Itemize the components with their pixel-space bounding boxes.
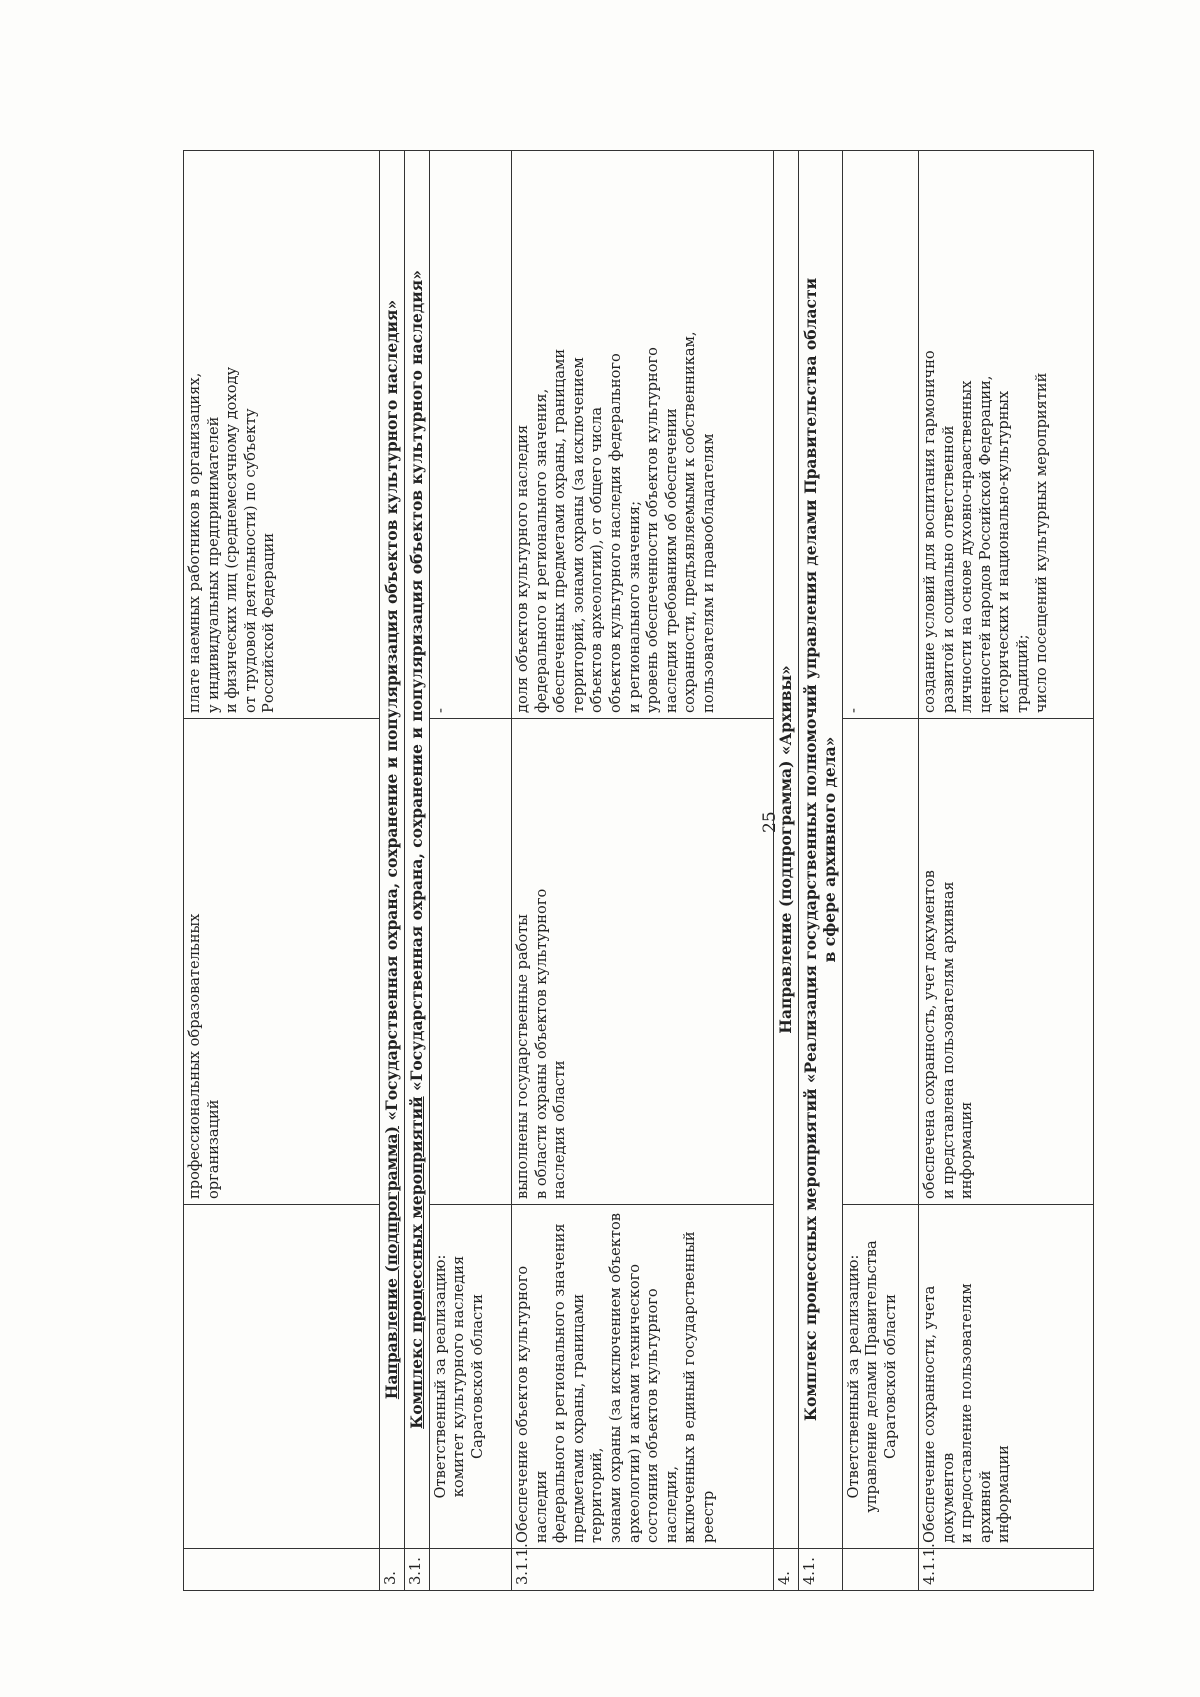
heading-line: Комплекс процессных мероприятий «Реализация государственных полномочий управления делами Правительства области: [801, 277, 820, 1422]
indicator-line: личности на основе духовно-нравственных: [958, 380, 976, 713]
responsible-line: Ответственный за реализацию:: [845, 1254, 862, 1499]
table-row-complex-3-1: [405, 151, 430, 1591]
page-number: 25: [760, 811, 780, 833]
result-cell: [843, 719, 919, 1205]
result-cell: [512, 719, 774, 1205]
indicator-line: территорий, зонами охраны (за исключением: [569, 357, 587, 713]
direction-heading: Направление (подпрограмма) «Архивы»: [774, 151, 799, 1549]
result-line: выполнены государственные работы: [514, 914, 531, 1199]
indicator-line: и регионального значения;: [625, 501, 643, 713]
task-cell: [184, 1205, 380, 1549]
table-row-3-1-1: [512, 151, 774, 1591]
responsible-line: Саратовской области: [468, 1294, 486, 1459]
result-line: обеспечена сохранность, учет документов: [921, 870, 938, 1199]
rotated-table-container: [183, 151, 1113, 1591]
indicator-line: развитой и социально ответственной: [939, 425, 957, 713]
responsible-cell: [843, 1205, 919, 1549]
responsible-line: управление делами Правительства: [863, 1240, 881, 1513]
heading-line: в сфере архивного дела»: [820, 736, 839, 963]
task-line: информации: [995, 1445, 1013, 1543]
result-cell: [430, 719, 512, 1205]
heading-rest: «Государственная охрана, сохранение и популяризация объектов культурного наследия»: [407, 270, 426, 1097]
task-line: Обеспечение объектов культурного наследия: [514, 1265, 550, 1543]
indicator-line: доля объектов культурного наследия: [514, 424, 531, 713]
heading-underlined: Комплекс процессных мероприятий: [407, 1096, 426, 1429]
task-cell: [919, 1205, 1094, 1549]
number-cell: 4.: [774, 1549, 799, 1591]
number-cell: 4.1.: [799, 1549, 843, 1591]
responsible-cell: [430, 1205, 512, 1549]
number-cell: [843, 1549, 919, 1591]
number-cell: [430, 1549, 512, 1591]
task-line: и предоставление пользователям архивной: [958, 1283, 994, 1543]
result-line: информация: [958, 1101, 976, 1199]
result-cell: [184, 719, 380, 1205]
indicator-line: обеспеченных предметами охраны, границами: [551, 348, 569, 713]
result-line: в области охраны объектов культурного: [532, 888, 550, 1199]
number-cell: 4.1.1.: [919, 1549, 1094, 1591]
indicator-line: Российской Федерации: [260, 532, 278, 713]
table-row-continuation: [184, 151, 380, 1591]
indicator-line: ценностей народов Российской Федерации,: [976, 375, 994, 713]
indicator-cell: -: [843, 151, 919, 719]
result-line: и представлена пользователям архивная: [939, 881, 957, 1199]
number-cell: 3.1.1.: [512, 1549, 774, 1591]
task-line: реестр: [699, 1490, 717, 1543]
result-cell: [919, 719, 1094, 1205]
table-row-responsible-4-1: [843, 151, 919, 1591]
task-line: предметами охраны, границами территорий,: [569, 1293, 606, 1543]
task-line: Обеспечение сохранности, учета документов: [921, 1285, 957, 1543]
heading-underlined: Направление (подпрограмма): [382, 1126, 401, 1400]
table-row-direction-4: [774, 151, 799, 1591]
indicator-line: пользователям и правообладателям: [699, 433, 717, 713]
indicator-line: плате наемных работников в организациях,: [186, 372, 203, 713]
number-cell: 3.1.: [405, 1549, 430, 1591]
indicator-cell: [919, 151, 1094, 719]
indicator-line: число посещений культурных мероприятий: [1032, 372, 1050, 713]
indicator-cell: [512, 151, 774, 719]
indicator-line: традиций;: [1013, 634, 1031, 713]
indicator-line: создание условий для воспитания гармонично: [921, 350, 938, 713]
indicator-cell: -: [430, 151, 512, 719]
indicator-line: наследия требованиям об обеспечении: [662, 408, 680, 713]
number-cell: 3.: [380, 1549, 405, 1591]
indicator-line: сохранности, предъявляемыми к собственникам,: [681, 331, 699, 713]
indicator-line: от трудовой деятельности) по субъекту: [241, 408, 259, 713]
result-line: наследия области: [551, 1060, 569, 1199]
number-cell: [184, 1549, 380, 1591]
result-line: профессиональных образовательных: [186, 913, 203, 1199]
complex-heading: [405, 151, 430, 1549]
task-line: федерального и регионального значения: [551, 1223, 569, 1543]
result-line: организаций: [204, 1099, 222, 1199]
task-line: археологии) и актами технического: [625, 1263, 643, 1543]
task-line: зонами охраны (за исключением объектов: [606, 1213, 624, 1543]
indicator-line: уровень обеспеченности объектов культурного: [644, 347, 662, 713]
program-table: [183, 150, 1094, 1591]
indicator-line: исторических и национально-культурных: [995, 390, 1013, 713]
indicator-line: у индивидуальных предпринимателей: [204, 416, 222, 713]
task-line: состояния объектов культурного наследия,: [644, 1288, 680, 1543]
task-line: включенных в единый государственный: [681, 1231, 699, 1543]
table-row-direction-3: [380, 151, 405, 1591]
indicator-line: и физических лиц (среднемесячному доходу: [223, 366, 241, 713]
indicator-line: федерального и регионального значения,: [532, 388, 550, 713]
indicator-line: объектов культурного наследия федерального: [606, 353, 624, 713]
responsible-line: комитет культурного наследия: [450, 1255, 468, 1498]
responsible-line: Саратовской области: [881, 1294, 899, 1459]
responsible-line: Ответственный за реализацию:: [432, 1254, 449, 1499]
table-row-4-1-1: [919, 151, 1094, 1591]
heading-rest: «Государственная охрана, сохранение и популяризация объектов культурного наследия»: [382, 299, 401, 1127]
indicator-cell: [184, 151, 380, 719]
task-cell: [512, 1205, 774, 1549]
direction-heading: [380, 151, 405, 1549]
table-row-responsible-3-1: [430, 151, 512, 1591]
table-row-complex-4-1: [799, 151, 843, 1591]
indicator-line: объектов археологии), от общего числа: [588, 406, 606, 713]
complex-heading: [799, 151, 843, 1549]
